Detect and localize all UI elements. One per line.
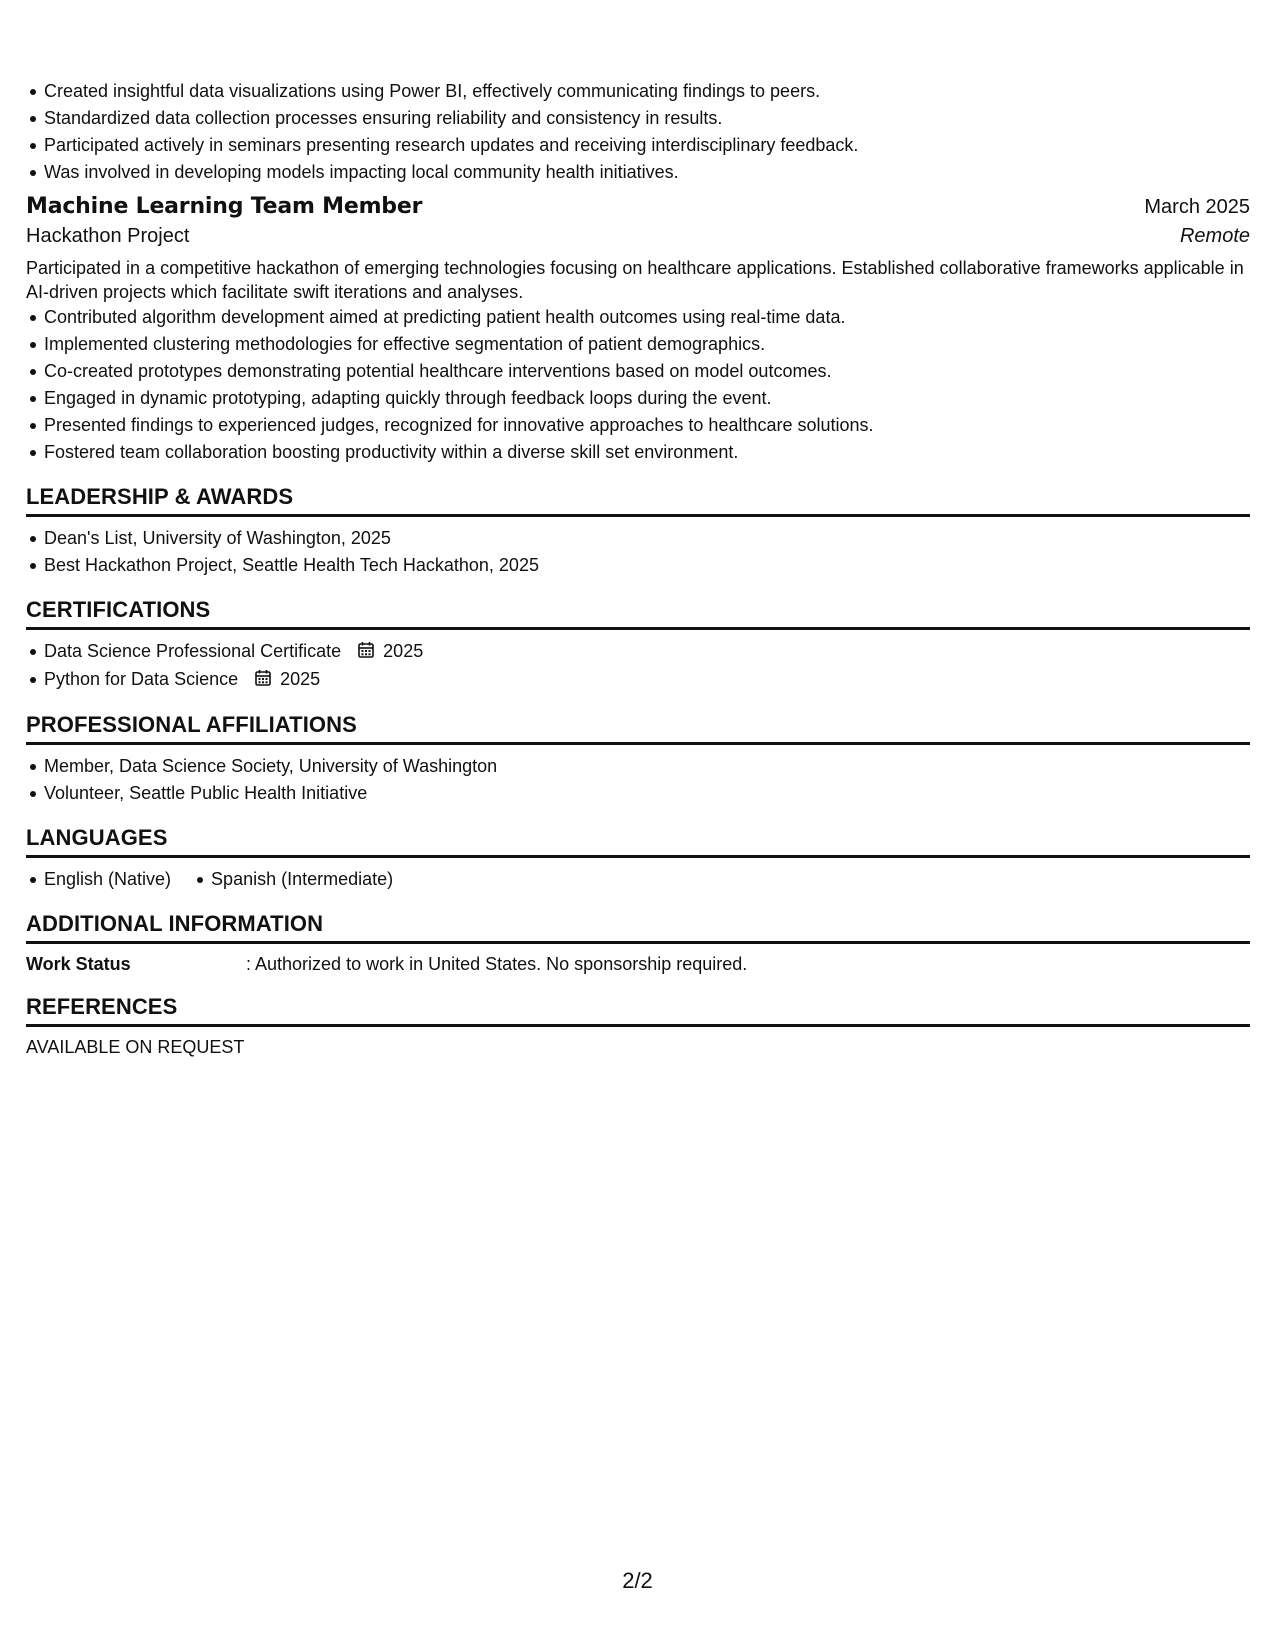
list-item: Engaged in dynamic prototyping, adapting quickly through feedback loops during the event. xyxy=(44,385,1250,412)
job-bullets xyxy=(26,304,1250,466)
list-item: Implemented clustering methodologies for effective segmentation of patient demographics. xyxy=(44,331,1250,358)
list-item: Dean's List, University of Washington, 2025 xyxy=(44,525,1250,552)
previous-job-bullets xyxy=(26,78,1250,186)
list-item: Presented findings to experienced judges, recognized for innovative approaches to healthcare solutions. xyxy=(44,412,1250,439)
section-title: REFERENCES xyxy=(26,994,1250,1027)
section-title: ADDITIONAL INFORMATION xyxy=(26,911,1250,944)
certification-year: 2025 xyxy=(383,641,424,661)
page-number: 2/2 xyxy=(622,1568,653,1593)
languages-list xyxy=(26,866,1250,893)
list-item: Was involved in developing models impacting local community health initiatives. xyxy=(44,159,1250,186)
list-item: English (Native) xyxy=(44,866,171,893)
job-organization: Hackathon Project xyxy=(26,225,190,247)
work-status-value: : Authorized to work in United States. No sponsorship required. xyxy=(246,953,748,974)
leadership-list xyxy=(26,525,1250,579)
job-description: Participated in a competitive hackathon of emerging technologies focusing on healthcare applications. Established collaborative frameworks applicable in AI-driven projects which facilitate swift iterations and analyses. xyxy=(26,258,1244,302)
languages-section xyxy=(26,825,1250,893)
certifications-section xyxy=(26,597,1250,694)
calendar-icon xyxy=(358,639,374,666)
list-item: Member, Data Science Society, University of Washington xyxy=(44,753,1250,780)
job-subheader xyxy=(26,225,1250,248)
references-text: AVAILABLE ON REQUEST xyxy=(26,1036,245,1057)
list-item xyxy=(44,638,1250,666)
list-item: Contributed algorithm development aimed at predicting patient health outcomes using real-time data. xyxy=(44,304,1250,331)
list-item: Best Hackathon Project, Seattle Health Tech Hackathon, 2025 xyxy=(44,552,1250,579)
affiliations-list xyxy=(26,753,1250,807)
list-item xyxy=(44,666,1250,694)
list-item: Participated actively in seminars presenting research updates and receiving interdisciplinary feedback. xyxy=(44,132,1250,159)
work-status-row xyxy=(26,952,1250,976)
list-item: Fostered team collaboration boosting productivity within a diverse skill set environment. xyxy=(44,439,1250,466)
certification-year: 2025 xyxy=(280,668,321,689)
list-item: Standardized data collection processes ensuring reliability and consistency in results. xyxy=(44,105,1250,132)
certifications-list xyxy=(26,638,1250,694)
certification-name: Data Science Professional Certificate xyxy=(44,641,342,661)
affiliations-section xyxy=(26,712,1250,807)
list-item: Created insightful data visualizations using Power BI, effectively communicating findings to peers. xyxy=(44,78,1250,105)
job-date: March 2025 xyxy=(1144,196,1250,218)
section-title: PROFESSIONAL AFFILIATIONS xyxy=(26,712,1250,745)
job-header xyxy=(26,194,1250,219)
additional-info-section xyxy=(26,911,1250,976)
leadership-section xyxy=(26,484,1250,579)
references-section xyxy=(26,994,1250,1059)
list-item: Co-created prototypes demonstrating potential healthcare interventions based on model outcomes. xyxy=(44,358,1250,385)
certification-name: Python for Data Science xyxy=(44,668,239,689)
section-title: LANGUAGES xyxy=(26,825,1250,858)
work-status-label: Work Status xyxy=(26,953,131,974)
resume-page xyxy=(26,78,1250,1059)
section-title: CERTIFICATIONS xyxy=(26,597,1250,630)
job-title: Machine Learning Team Member xyxy=(26,194,423,219)
calendar-icon xyxy=(255,667,271,694)
section-title: LEADERSHIP & AWARDS xyxy=(26,484,1250,517)
job-location: Remote xyxy=(1179,225,1250,247)
list-item: Spanish (Intermediate) xyxy=(211,866,393,893)
list-item: Volunteer, Seattle Public Health Initiative xyxy=(44,780,1250,807)
